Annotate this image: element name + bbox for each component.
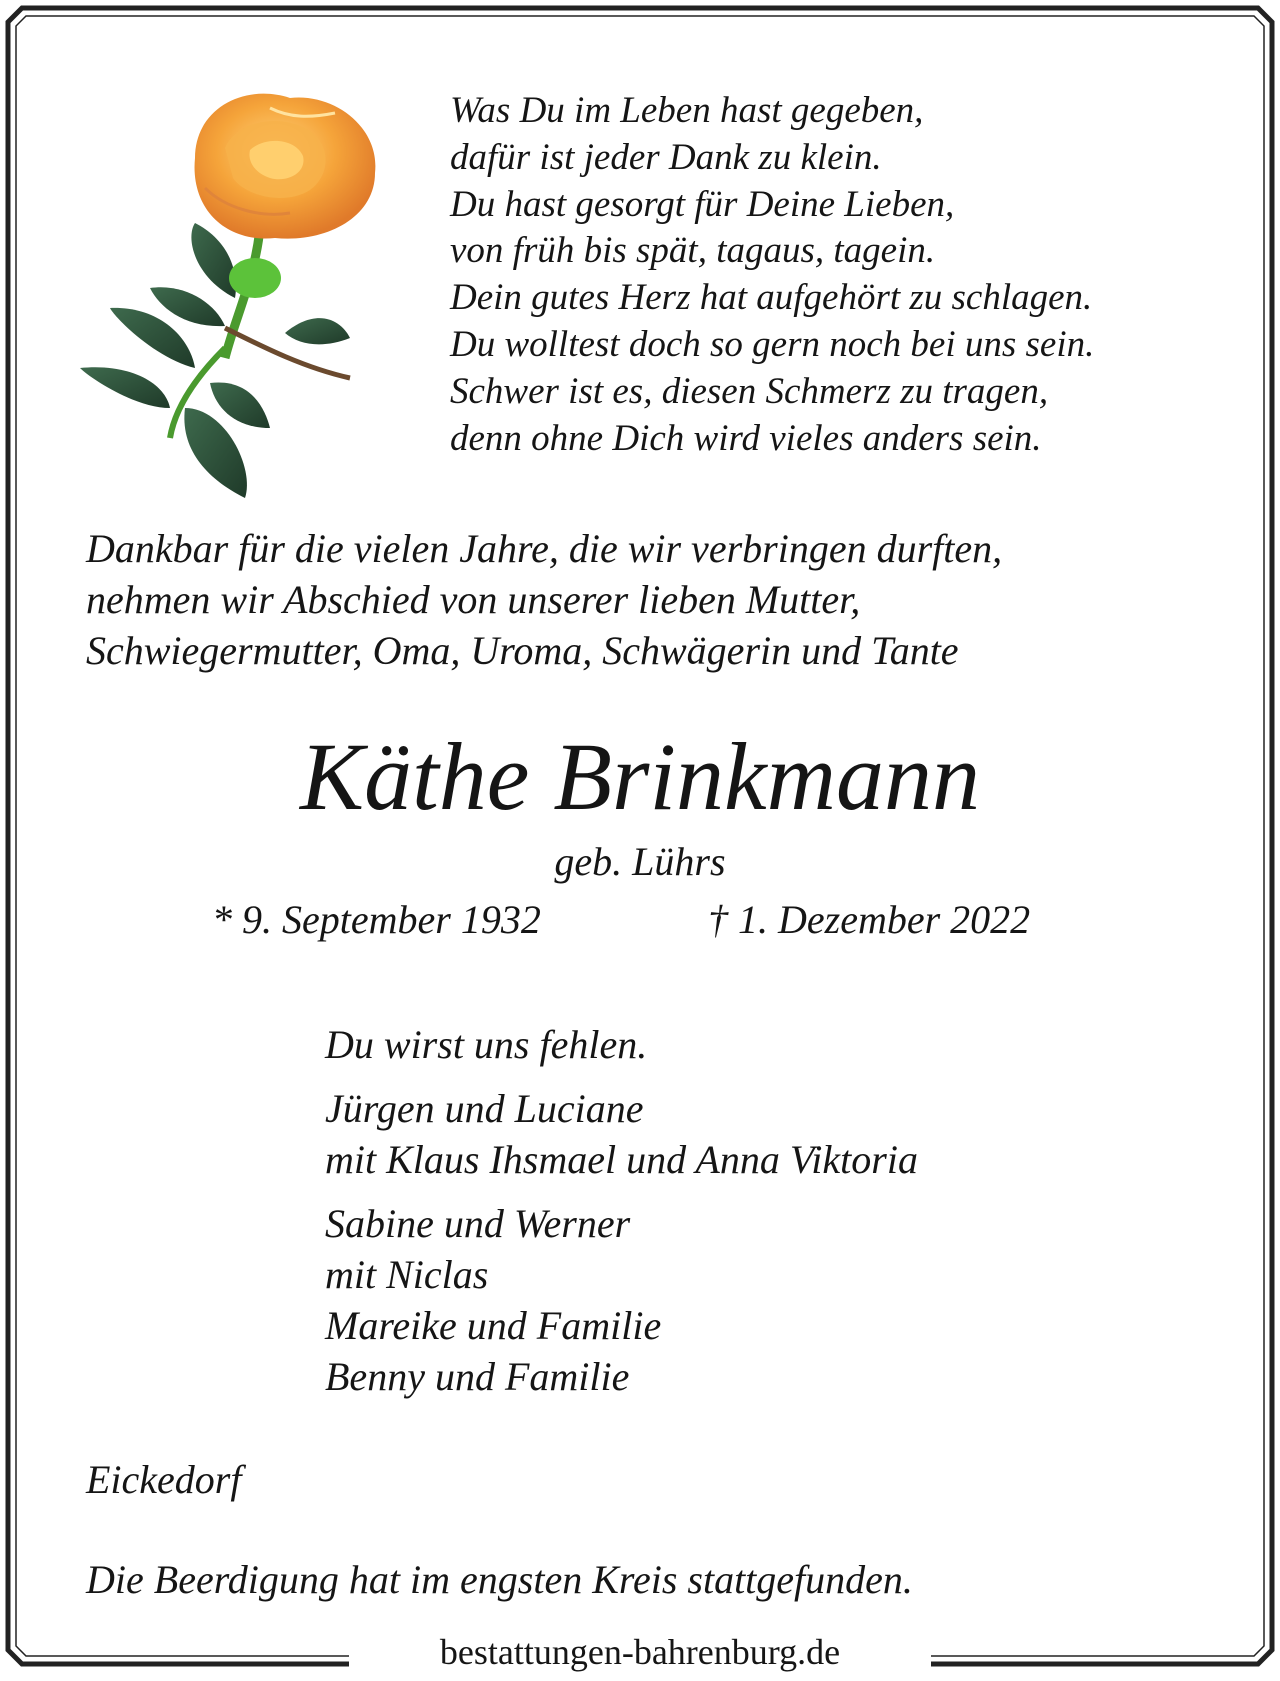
poem-line: von früh bis spät, tagaus, tagein. xyxy=(450,230,936,272)
deceased-name: Käthe Brinkmann xyxy=(300,723,980,830)
funeral-note: Die Beerdigung hat im engsten Kreis stattgefunden. xyxy=(86,1557,913,1602)
birth-name: geb. Lührs xyxy=(554,839,726,884)
memorial-poem xyxy=(450,88,1094,462)
mourner-line: Mareike und Familie xyxy=(325,1303,662,1348)
mourner-line: Jürgen und Luciane xyxy=(325,1086,644,1131)
intro-line: Schwiegermutter, Oma, Uroma, Schwägerin und Tante xyxy=(86,628,959,673)
poem-line: Schwer ist es, diesen Schmerz zu tragen, xyxy=(450,370,1049,412)
rose-illustration xyxy=(75,78,415,508)
mourner-group xyxy=(325,1198,918,1402)
death-date: † 1. Dezember 2022 xyxy=(708,897,1031,942)
farewell-intro xyxy=(86,523,1002,676)
intro-line: nehmen wir Abschied von unserer lieben Mutter, xyxy=(86,577,861,622)
mourner-group xyxy=(325,1083,918,1185)
mourner-line: Benny und Familie xyxy=(325,1354,630,1399)
rose-bloom xyxy=(195,94,376,239)
poem-line: dafür ist jeder Dank zu klein. xyxy=(450,136,882,178)
mourner-line: Du wirst uns fehlen. xyxy=(325,1022,648,1067)
birth-date: * 9. September 1932 xyxy=(212,897,541,942)
mourner-line: mit Klaus Ihsmael und Anna Viktoria xyxy=(325,1137,918,1182)
funeral-home-website[interactable]: bestattungen-bahrenburg.de xyxy=(439,1632,841,1672)
intro-line: Dankbar für die vielen Jahre, die wir verbringen durften, xyxy=(86,526,1003,571)
poem-line: denn ohne Dich wird vieles anders sein. xyxy=(450,417,1042,459)
mourner-line: Sabine und Werner xyxy=(325,1201,631,1246)
poem-line: Was Du im Leben hast gegeben, xyxy=(450,90,924,131)
mourner-line: mit Niclas xyxy=(325,1252,489,1297)
mourners-list xyxy=(325,1019,918,1415)
rose-sepal xyxy=(229,258,281,298)
poem-line: Du hast gesorgt für Deine Lieben, xyxy=(450,183,955,225)
mourner-group xyxy=(325,1019,918,1070)
poem-line: Dein gutes Herz hat aufgehört zu schlagen. xyxy=(450,277,1093,319)
place-name: Eickedorf xyxy=(86,1457,242,1502)
poem-line: Du wolltest doch so gern noch bei uns sein. xyxy=(450,323,1095,365)
